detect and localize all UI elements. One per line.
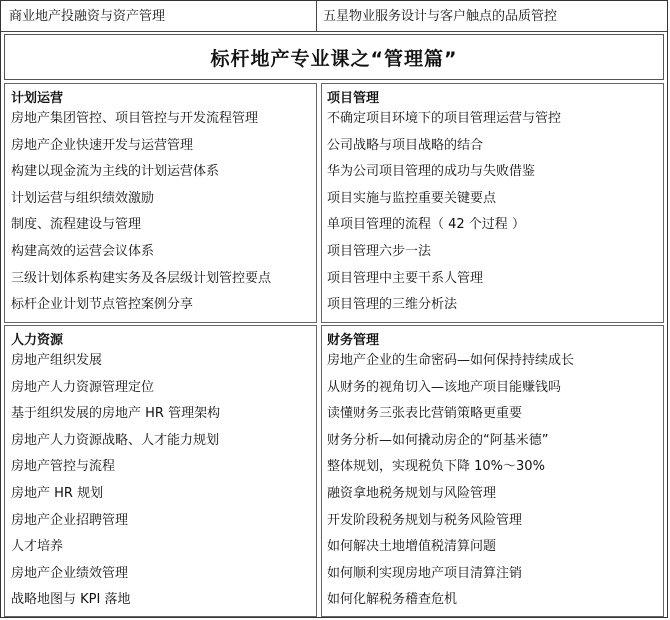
list-item: 整体规划，实现税负下降 10%～30% xyxy=(327,459,545,475)
list-item: 房地产组织发展 xyxy=(11,353,103,368)
list-item: 三级计划体系构建实务及各层级计划管控要点 xyxy=(11,270,272,286)
section-hr xyxy=(4,325,317,617)
top-row xyxy=(1,1,667,32)
list-item: 项目管理六步一法 xyxy=(327,243,432,259)
section-project xyxy=(321,83,664,323)
list-item: 财务分析—如何撬动房企的“阿基米德” xyxy=(327,432,549,448)
list-item: 房地产管控与流程 xyxy=(11,459,116,475)
list-item: 制度、流程建设与管理 xyxy=(11,217,142,233)
list-item: 读懂财务三张表比营销策略更重要 xyxy=(327,406,523,422)
list-item: 如何化解税务稽查危机 xyxy=(327,592,458,608)
section-heading: 计划运营 xyxy=(11,91,64,106)
list-item: 构建高效的运营会议体系 xyxy=(11,243,155,259)
list-item: 房地产企业的生命密码—如何保持持续成长 xyxy=(327,353,575,368)
top-left-course: 商业地产投融资与资产管理 xyxy=(1,1,317,31)
list-item: 房地产人力资源战略、人才能力规划 xyxy=(11,432,220,448)
list-item: 房地产集团管控、项目管控与开发流程管理 xyxy=(11,111,259,126)
list-item: 如何解决土地增值税清算问题 xyxy=(327,539,497,555)
list-item: 构建以现金流为主线的计划运营体系 xyxy=(11,164,220,180)
top-right-course: 五星物业服务设计与客户触点的品质管控 xyxy=(323,9,558,24)
list-item: 计划运营与组织绩效激励 xyxy=(11,190,155,206)
section-heading: 项目管理 xyxy=(327,91,380,106)
list-item: 如何顺利实现房地产项目清算注销 xyxy=(327,565,523,581)
list-item: 华为公司项目管理的成功与失败借鉴 xyxy=(327,164,536,180)
section-finance xyxy=(321,325,664,617)
list-item: 房地产 HR 规划 xyxy=(11,485,104,501)
list-item: 基于组织发展的房地产 HR 管理架构 xyxy=(11,406,221,422)
list-item: 公司战略与项目战略的结合 xyxy=(327,137,484,153)
list-item: 项目实施与监控重要关键要点 xyxy=(327,190,497,206)
section-heading: 人力资源 xyxy=(11,333,64,348)
list-item: 不确定项目环境下的项目管理运营与管控 xyxy=(327,111,562,126)
list-item: 项目管理的三维分析法 xyxy=(327,297,458,313)
list-item: 融资拿地税务规划与风险管理 xyxy=(327,485,497,501)
section-planning xyxy=(4,83,317,323)
list-item: 房地产企业快速开发与运营管理 xyxy=(11,137,194,153)
list-item: 房地产人力资源管理定位 xyxy=(11,379,155,395)
list-item: 房地产企业招聘管理 xyxy=(11,512,129,528)
page-title: 标杆地产专业课之“管理篇” xyxy=(4,34,664,80)
list-item: 战略地图与 KPI 落地 xyxy=(11,592,131,608)
list-item: 开发阶段税务规划与税务风险管理 xyxy=(327,512,523,528)
list-item: 从财务的视角切入—该地产项目能赚钱吗 xyxy=(327,379,562,395)
list-item: 项目管理中主要干系人管理 xyxy=(327,270,484,286)
section-row-1 xyxy=(4,83,664,323)
section-row-2 xyxy=(4,325,664,617)
list-item: 房地产企业绩效管理 xyxy=(11,565,129,581)
list-item: 标杆企业计划节点管控案例分享 xyxy=(11,297,194,313)
list-item: 单项目管理的流程（ 42 个过程 ） xyxy=(327,217,525,233)
list-item: 人才培养 xyxy=(11,539,64,555)
section-heading: 财务管理 xyxy=(327,333,380,348)
